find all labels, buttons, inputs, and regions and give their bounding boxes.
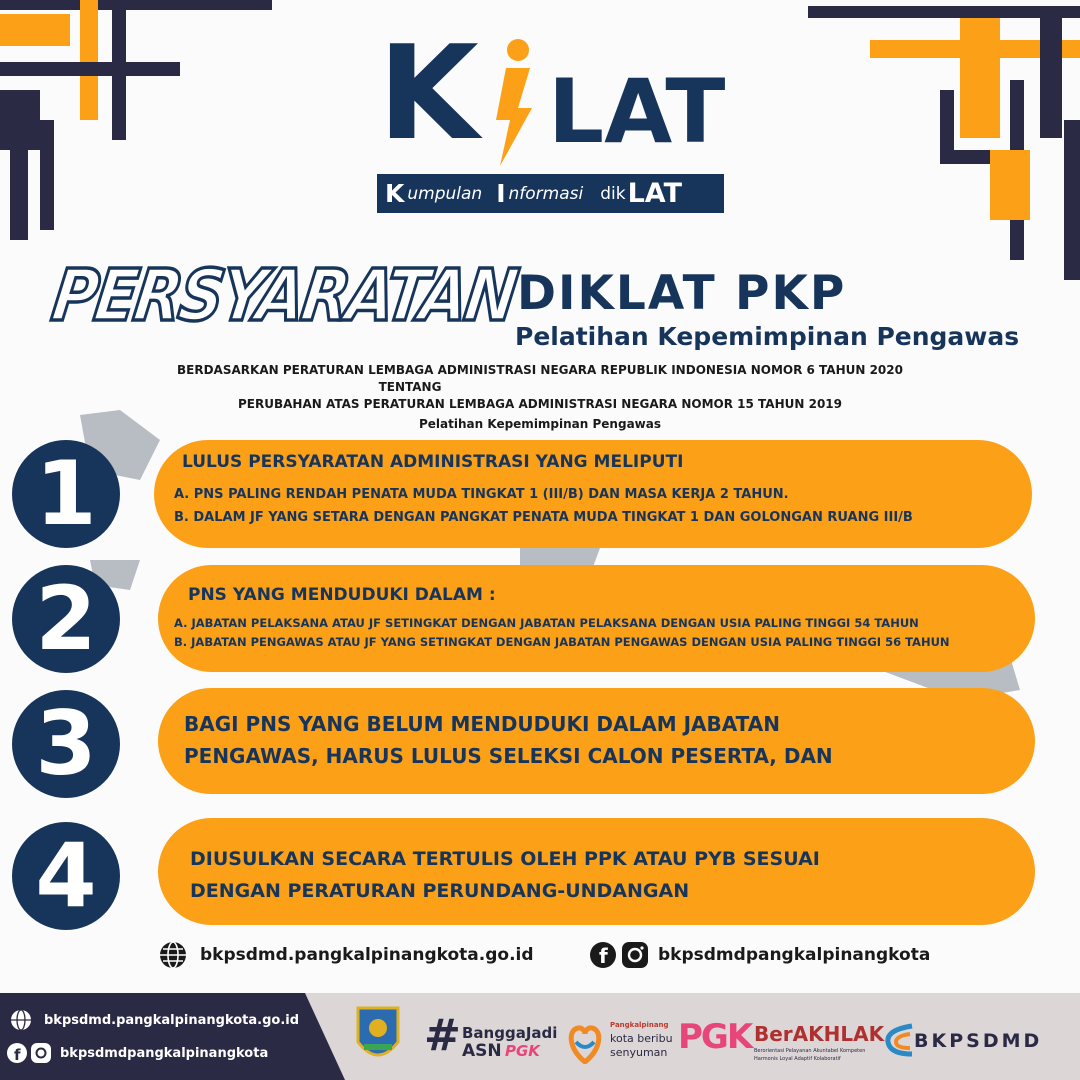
globe-icon bbox=[158, 940, 188, 970]
item-line-2b: B. JABATAN PENGAWAS ATAU JF YANG SETINGKAT DENGAN JABATAN PENGAWAS DENGAN USIA PALING TINGGI 56 TAHUN bbox=[174, 635, 950, 649]
item-line-1b: B. DALAM JF YANG SETARA DENGAN PANGKAT PENATA MUDA TINGKAT 1 DAN GOLONGAN RUANG III/B bbox=[174, 510, 913, 525]
item-line-4b: DENGAN PERATURAN PERUNDANG-UNDANGAN bbox=[190, 880, 690, 902]
item-card-3 bbox=[158, 688, 1035, 794]
lightning-icon bbox=[478, 38, 538, 168]
bottom-globe-icon bbox=[10, 1009, 32, 1031]
title-persyaratan: PERSYARATAN bbox=[47, 253, 521, 338]
berakhlak-sub-2: Harmonis Loyal Adaptif Kolaboratif bbox=[754, 1056, 841, 1062]
kota-line-1: kota beribu bbox=[610, 1032, 673, 1045]
corner-ornament-left bbox=[0, 0, 272, 240]
item-heading-2: PNS YANG MENDUDUKI DALAM : bbox=[188, 585, 496, 605]
bangga-pgk: PGK bbox=[505, 1042, 540, 1060]
bottom-instagram-icon bbox=[30, 1042, 52, 1064]
reference-line-3: PERUBAHAN ATAS PERATURAN LEMBAGA ADMINISTRASI NEGARA NOMOR 15 TAHUN 2019 bbox=[238, 397, 842, 411]
title-subtitle: Pelatihan Kepemimpinan Pengawas bbox=[515, 322, 1020, 351]
bangga-hash: # bbox=[424, 1010, 461, 1061]
berakhlak-sub-1: Berorientasi Pelayanan Akuntabel Kompeten bbox=[754, 1048, 866, 1054]
instagram-icon bbox=[620, 940, 650, 970]
footer-website[interactable]: bkpsdmd.pangkalpinangkota.go.id bbox=[200, 945, 534, 965]
berakhlak-logo: BerAKHLAK bbox=[754, 1022, 885, 1046]
item-number-3: 3 bbox=[12, 690, 120, 798]
smile-heart-icon bbox=[566, 1020, 604, 1064]
tagline-i: I bbox=[496, 179, 506, 208]
corner-ornament-right bbox=[808, 6, 1080, 280]
tagline-dik: dik bbox=[600, 183, 626, 204]
item-card-4 bbox=[158, 818, 1035, 925]
item-line-3b: PENGAWAS, HARUS LULUS SELEKSI CALON PESERTA, DAN bbox=[184, 744, 833, 768]
tagline-lat: LAT bbox=[627, 178, 683, 209]
item-number-2: 2 bbox=[12, 565, 120, 673]
logo-tagline bbox=[377, 174, 724, 213]
title-diklat: DIKLAT PKP bbox=[517, 266, 847, 321]
item-line-4a: DIUSULKAN SECARA TERTULIS OLEH PPK ATAU PYB SESUAI bbox=[190, 848, 820, 870]
facebook-icon bbox=[588, 940, 618, 970]
bangga-asn: ASN bbox=[462, 1041, 502, 1061]
bottom-social[interactable]: bkpsdmdpangkalpinangkota bbox=[60, 1046, 269, 1061]
svg-text:f: f bbox=[14, 1046, 21, 1064]
item-line-3a: BAGI PNS YANG BELUM MENDUDUKI DALAM JABATAN bbox=[184, 712, 780, 736]
tagline-nformasi: nformasi bbox=[508, 183, 584, 204]
reference-line-2: TENTANG bbox=[378, 380, 442, 394]
svg-text:f: f bbox=[599, 944, 608, 968]
item-line-1a: A. PNS PALING RENDAH PENATA MUDA TINGKAT 1 (III/B) DAN MASA KERJA 2 TAHUN. bbox=[174, 487, 789, 502]
logo-letter-k: K bbox=[378, 17, 479, 169]
item-heading-1: LULUS PERSYARATAN ADMINISTRASI YANG MELIPUTI bbox=[182, 452, 684, 472]
logo-lat: LAT bbox=[548, 60, 726, 163]
item-number-4: 4 bbox=[12, 822, 120, 930]
item-card-2 bbox=[158, 565, 1035, 672]
bkpsdmd-swoosh-icon bbox=[882, 1020, 916, 1060]
kota-line-2: senyuman bbox=[610, 1046, 668, 1059]
reference-line-1: BERDASARKAN PERATURAN LEMBAGA ADMINISTRASI NEGARA REPUBLIK INDONESIA NOMOR 6 TAHUN 2020 bbox=[177, 363, 903, 377]
item-card-1 bbox=[154, 440, 1032, 548]
bangga-top: BanggaJadi bbox=[462, 1024, 558, 1042]
bottom-dark-panel bbox=[0, 993, 350, 1080]
bottom-facebook-icon bbox=[6, 1042, 28, 1064]
kota-small: Pangkalpinang bbox=[610, 1021, 669, 1029]
bottom-website[interactable]: bkpsdmd.pangkalpinangkota.go.id bbox=[44, 1013, 300, 1028]
item-line-2a: A. JABATAN PELAKSANA ATAU JF SETINGKAT DENGAN JABATAN PELAKSANA DENGAN USIA PALING TINGGI 54 TAHUN bbox=[174, 616, 919, 630]
city-emblem-icon bbox=[354, 1002, 402, 1068]
reference-line-4: Pelatihan Kepemimpinan Pengawas bbox=[419, 417, 661, 431]
tagline-umpulan: umpulan bbox=[407, 183, 483, 204]
tagline-k: K bbox=[385, 179, 405, 208]
bkpsdmd-logo: BKPSDMD bbox=[914, 1030, 1043, 1052]
footer-social[interactable]: bkpsdmdpangkalpinangkota bbox=[658, 945, 931, 965]
item-number-1: 1 bbox=[12, 440, 120, 548]
pgk-logo: PGK bbox=[678, 1017, 752, 1057]
